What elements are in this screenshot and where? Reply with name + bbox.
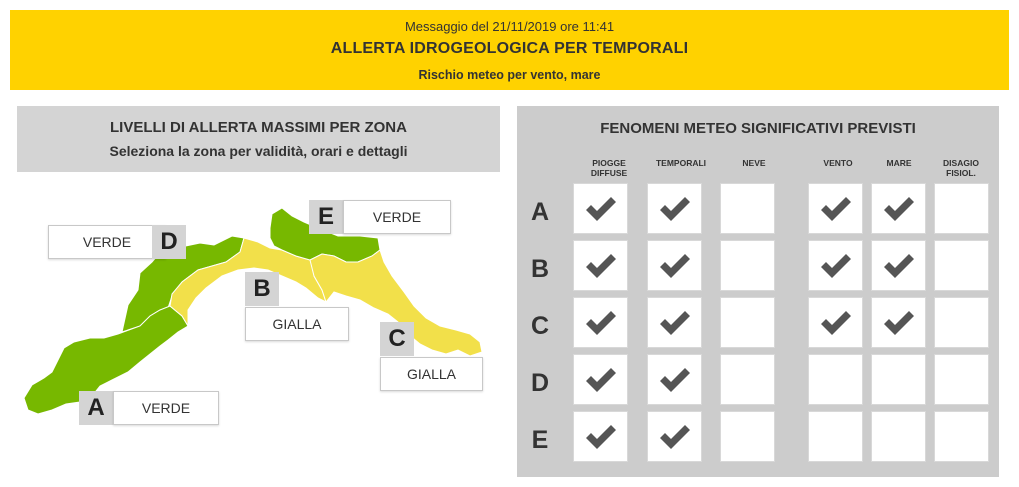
phenomena-cell xyxy=(934,240,989,291)
phenomena-cell xyxy=(934,183,989,234)
zone-e-button[interactable]: E xyxy=(309,200,343,234)
zone-c-level-label[interactable]: GIALLA xyxy=(380,357,483,391)
checkmark-icon xyxy=(658,367,692,393)
zone-e-level-label[interactable]: VERDE xyxy=(343,200,451,234)
row-letter-b: B xyxy=(530,255,550,283)
checkmark-icon xyxy=(584,253,618,279)
col-header-disagio xyxy=(932,158,990,178)
alert-subtitle: Rischio meteo per vento, mare xyxy=(418,68,601,82)
phenomena-cell xyxy=(720,297,775,348)
row-letter-d: D xyxy=(530,369,550,397)
phenomena-cell xyxy=(647,411,702,462)
checkmark-icon xyxy=(658,310,692,336)
phenomena-cell xyxy=(573,354,628,405)
col-header-line1: PIOGGE xyxy=(592,158,626,168)
checkmark-icon xyxy=(658,253,692,279)
phenomena-cell xyxy=(808,354,863,405)
phenomena-cell xyxy=(720,183,775,234)
phenomena-cell xyxy=(934,411,989,462)
phenomena-cell xyxy=(573,297,628,348)
phenomena-cell xyxy=(934,354,989,405)
phenomena-cell xyxy=(808,297,863,348)
checkmark-icon xyxy=(882,310,916,336)
col-header-line1: VENTO xyxy=(823,158,853,168)
col-header-line1: NEVE xyxy=(742,158,766,168)
col-header-piogge xyxy=(580,158,638,178)
checkmark-icon xyxy=(584,367,618,393)
zone-d-button[interactable]: D xyxy=(152,225,186,259)
col-header-line2: FISIOL. xyxy=(946,168,976,178)
phenomena-cell xyxy=(871,354,926,405)
zone-c-button[interactable]: C xyxy=(380,322,414,356)
zones-header xyxy=(17,106,500,172)
col-header-line1: TEMPORALI xyxy=(655,158,707,168)
row-letter-c: C xyxy=(530,312,550,340)
checkmark-icon xyxy=(819,196,853,222)
liguria-zone-map xyxy=(0,180,510,487)
zone-a-button[interactable]: A xyxy=(79,391,113,425)
phenomena-cell xyxy=(720,354,775,405)
checkmark-icon xyxy=(584,310,618,336)
checkmark-icon xyxy=(658,196,692,222)
col-header-vento xyxy=(809,158,867,168)
message-timestamp: Messaggio del 21/11/2019 ore 11:41 xyxy=(404,19,615,34)
phenomena-cell xyxy=(934,297,989,348)
col-header-mare xyxy=(870,158,928,168)
phenomena-cell xyxy=(871,411,926,462)
phenomena-cell xyxy=(720,411,775,462)
phenomena-cell xyxy=(647,183,702,234)
row-letter-e: E xyxy=(531,426,549,454)
col-header-line2: DIFFUSE xyxy=(590,168,628,178)
phenomena-cell xyxy=(808,240,863,291)
checkmark-icon xyxy=(882,196,916,222)
checkmark-icon xyxy=(882,253,916,279)
checkmark-icon xyxy=(819,253,853,279)
zone-a-level-label[interactable]: VERDE xyxy=(113,391,219,425)
phenomena-cell xyxy=(871,240,926,291)
col-header-line1: DISAGIO xyxy=(943,158,979,168)
checkmark-icon xyxy=(819,310,853,336)
phenomena-cell xyxy=(573,183,628,234)
col-header-line1: MARE xyxy=(886,158,912,168)
alert-title: ALLERTA IDROGEOLOGICA PER TEMPORALI xyxy=(330,40,689,57)
zone-b-level-label[interactable]: GIALLA xyxy=(245,307,349,341)
zone-d-level-label[interactable]: VERDE xyxy=(48,225,166,259)
phenomena-cell xyxy=(871,297,926,348)
phenomena-cell xyxy=(808,183,863,234)
zones-subtitle: Seleziona la zona per validità, orari e dettagli xyxy=(109,143,408,159)
phenomena-cell xyxy=(573,240,628,291)
checkmark-icon xyxy=(658,424,692,450)
checkmark-icon xyxy=(584,424,618,450)
checkmark-icon xyxy=(584,196,618,222)
phenomena-cell xyxy=(808,411,863,462)
phenomena-cell xyxy=(720,240,775,291)
col-header-temporali xyxy=(652,158,710,168)
phenomena-cell xyxy=(647,297,702,348)
zones-title: LIVELLI DI ALLERTA MASSIMI PER ZONA xyxy=(110,119,407,136)
phenomena-cell xyxy=(573,411,628,462)
phenomena-cell xyxy=(647,240,702,291)
phenomena-cell xyxy=(871,183,926,234)
alert-banner xyxy=(10,10,1009,90)
row-letter-a: A xyxy=(530,198,550,226)
col-header-neve xyxy=(725,158,783,168)
phenomena-cell xyxy=(647,354,702,405)
phenomena-panel xyxy=(517,106,999,477)
zone-b-button[interactable]: B xyxy=(245,272,279,306)
phenomena-title: FENOMENI METEO SIGNIFICATIVI PREVISTI xyxy=(600,120,916,137)
